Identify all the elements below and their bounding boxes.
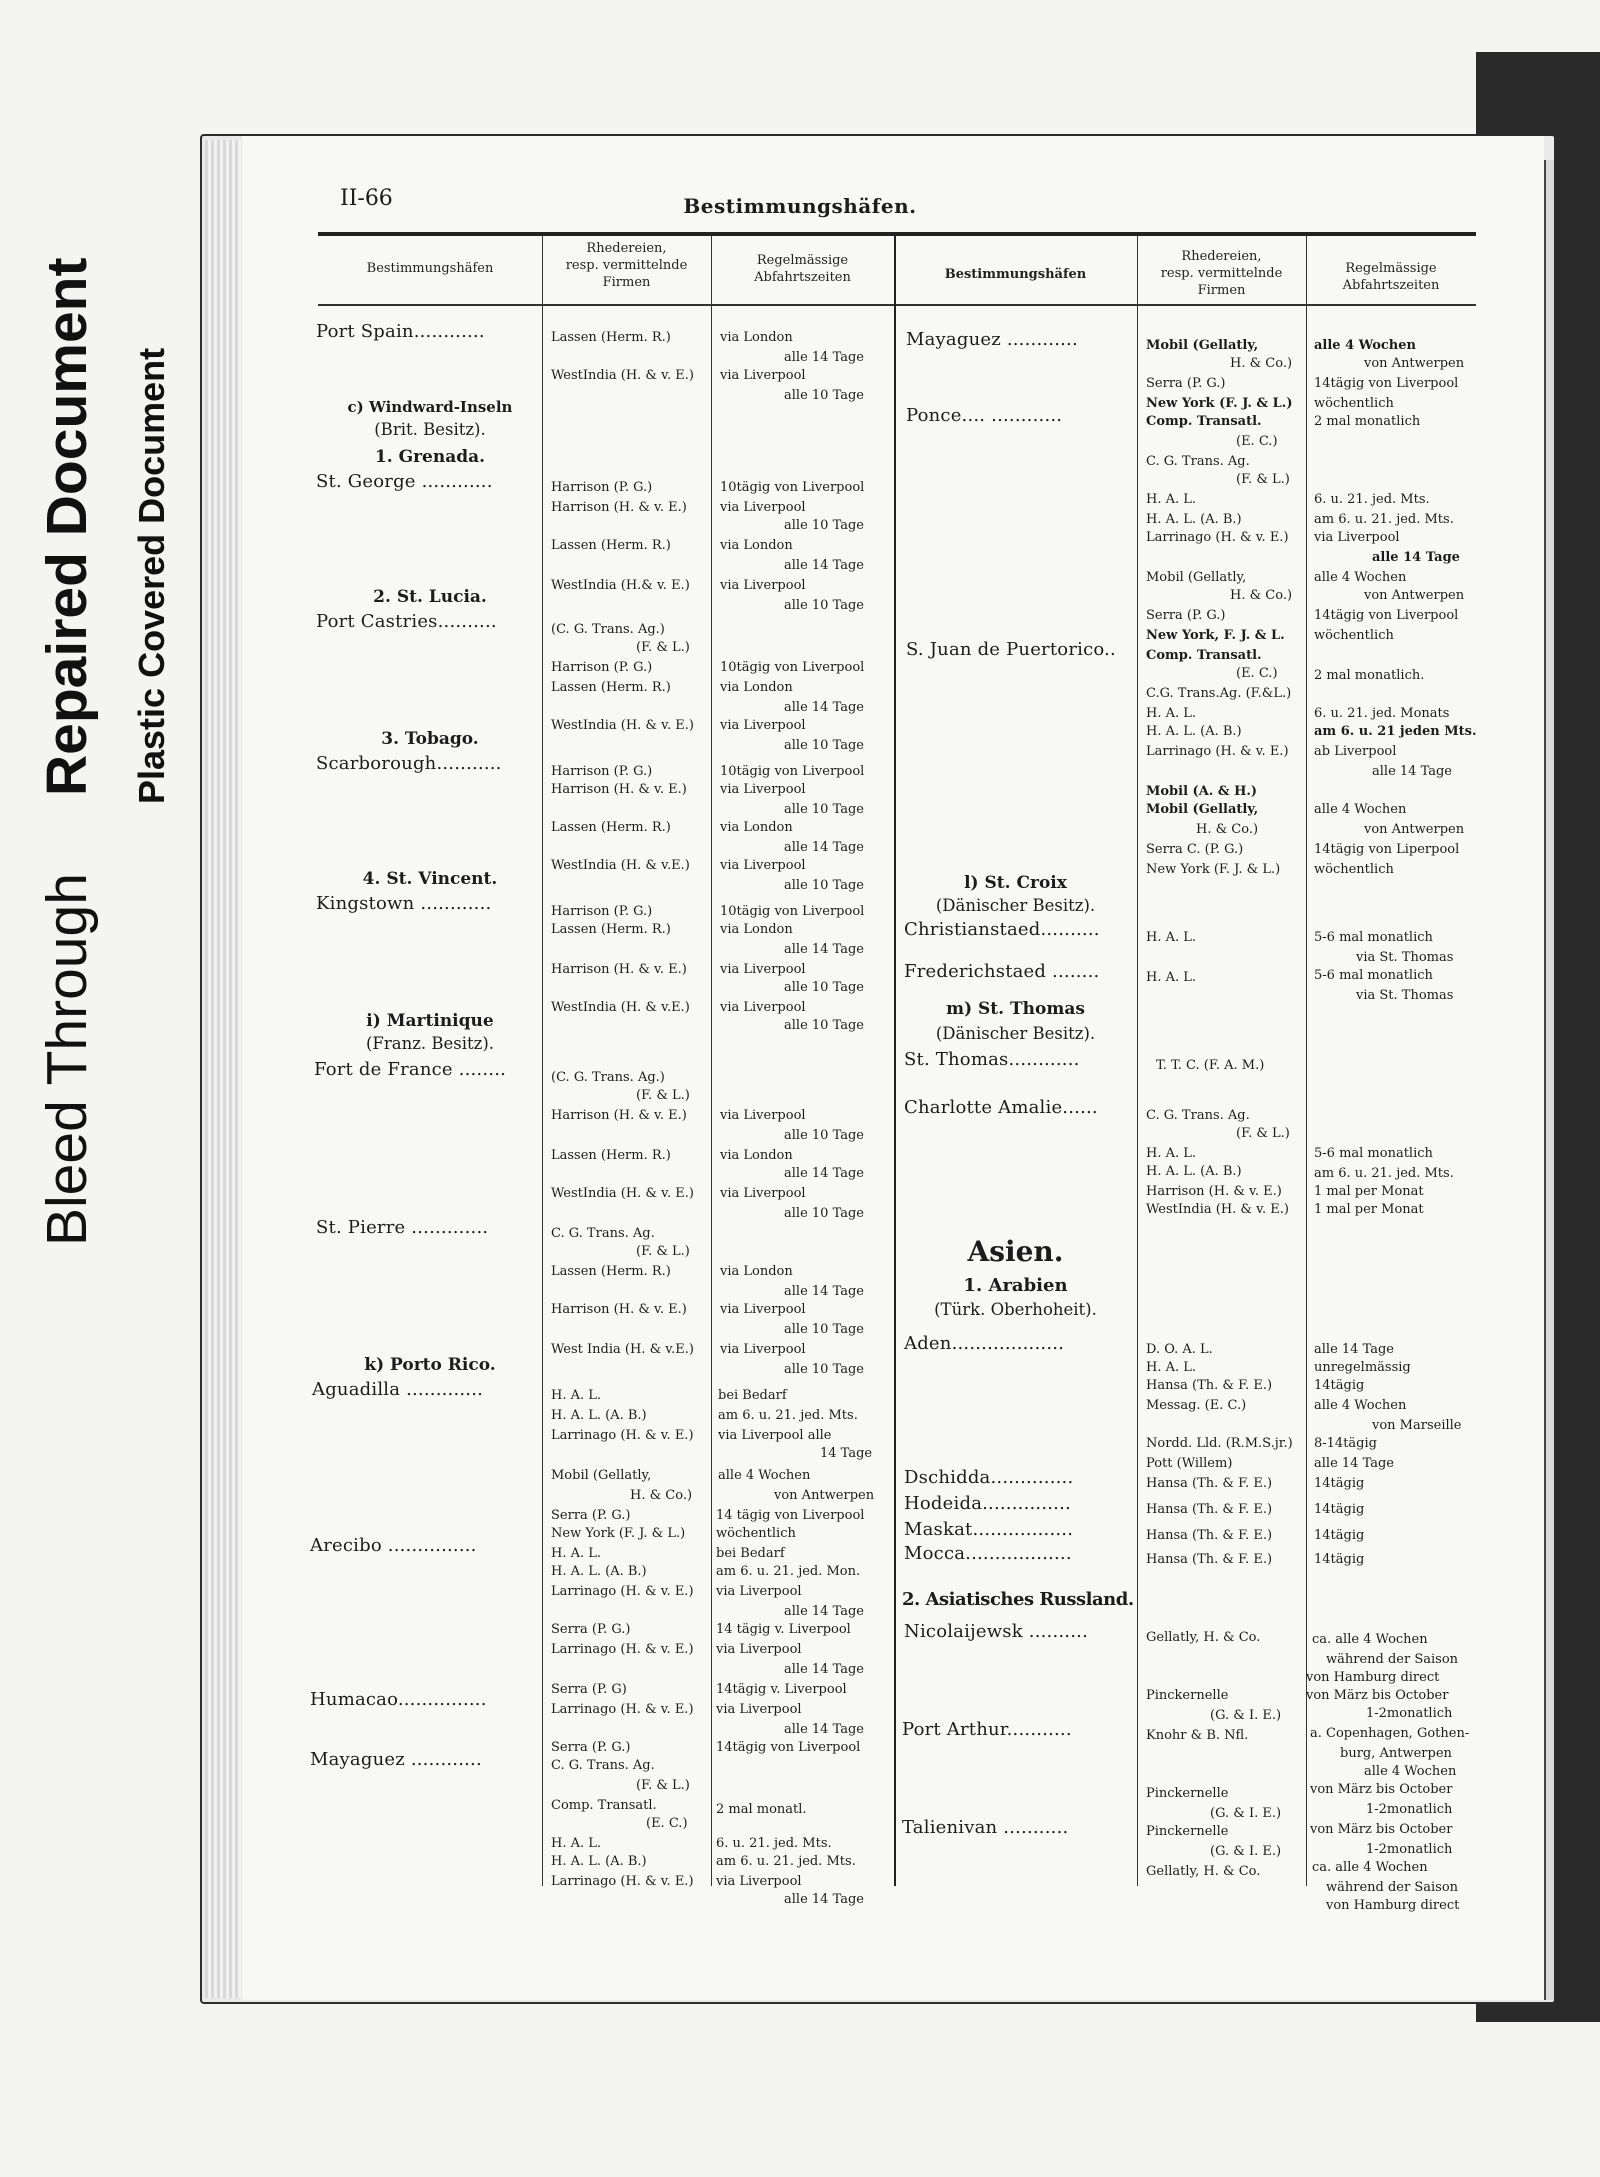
firm-entry: New York (F. J. & L.)	[1146, 396, 1293, 411]
dest-talienivan: Talienivan ...........	[902, 1817, 1069, 1838]
col-head-sched-right: Regelmässige Abfahrtszeiten	[1342, 261, 1440, 293]
dest-st-pierre: St. Pierre .............	[316, 1217, 489, 1238]
schedule-entry: 14tägig von Liverpool	[1314, 376, 1459, 391]
schedule-entry: 14tägig	[1314, 1502, 1365, 1517]
firm-entry: Larrinago (H. & v. E.)	[551, 1874, 694, 1889]
schedule-entry: von Antwerpen	[1364, 356, 1465, 371]
firm-entry: H. A. L.	[1146, 492, 1197, 507]
firm-entry: H. A. L. (A. B.)	[551, 1564, 647, 1579]
schedule-entry: am 6. u. 21. jed. Mts.	[1314, 1166, 1454, 1181]
firm-entry: WestIndia (H. & v.E.)	[551, 1000, 690, 1015]
schedule-entry: von März bis October	[1306, 1688, 1449, 1703]
schedule-entry: alle 14 Tage	[1314, 1456, 1394, 1471]
schedule-entry: 14tägig	[1314, 1378, 1365, 1393]
firm-entry: Lassen (Herm. R.)	[551, 922, 671, 937]
firm-entry: H. A. L.	[1146, 970, 1197, 985]
firm-entry: Hansa (Th. & F. E.)	[1146, 1552, 1273, 1567]
schedule-entry: bei Bedarf	[718, 1388, 787, 1403]
schedule-entry: via Liverpool	[1314, 530, 1400, 545]
firm-entry: (C. G. Trans. Ag.)	[551, 1070, 665, 1085]
schedule-entry: via Liverpool	[716, 1642, 802, 1657]
dest-st-george: St. George ............	[316, 471, 493, 492]
firm-entry: Pinckernelle	[1146, 1688, 1229, 1703]
region-heading: i) Martinique	[366, 1011, 494, 1031]
firm-entry: (G. & I. E.)	[1210, 1806, 1282, 1821]
firm-entry: C. G. Trans. Ag.	[1146, 454, 1250, 469]
next-page-edge	[1544, 160, 1554, 2000]
schedule-entry: alle 10 Tage	[784, 802, 864, 817]
firm-entry: H. & Co.)	[1196, 822, 1259, 837]
dest-dschidda: Dschidda..............	[904, 1467, 1074, 1488]
schedule-entry: am 6. u. 21 jeden Mts.	[1314, 724, 1477, 739]
schedule-entry: 5-6 mal monatlich	[1314, 968, 1433, 983]
schedule-entry: via Liverpool alle	[718, 1428, 832, 1443]
col-head-sched-left: Regelmässige Abfahrtszeiten	[754, 253, 851, 285]
schedule-entry: alle 14 Tage	[784, 1892, 864, 1907]
country-heading: 2. Asiatisches Russland.	[902, 1589, 1134, 1610]
col-divider	[1306, 236, 1307, 1886]
firm-entry: H. & Co.)	[1230, 356, 1293, 371]
schedule-entry: via London	[720, 538, 793, 553]
firm-entry: H. A. L.	[1146, 1360, 1197, 1375]
schedule-entry: alle 10 Tage	[784, 388, 864, 403]
firm-entry: C. G. Trans. Ag.	[1146, 1108, 1250, 1123]
firm-entry: H. A. L.	[551, 1546, 602, 1561]
schedule-entry: 6. u. 21. jed. Mts.	[716, 1836, 832, 1851]
schedule-entry: via Liverpool	[720, 858, 806, 873]
dest-arecibo: Arecibo ...............	[310, 1535, 477, 1556]
page-stack-edge	[205, 140, 241, 1998]
dest-ponce: Ponce.... ............	[906, 405, 1063, 426]
schedule-entry: 1-2monatlich	[1366, 1706, 1453, 1721]
schedule-entry: burg, Antwerpen	[1340, 1746, 1452, 1761]
firm-entry: Harrison (P. G.)	[551, 480, 653, 495]
schedule-entry: bei Bedarf	[716, 1546, 785, 1561]
schedule-entry: alle 10 Tage	[784, 1322, 864, 1337]
firm-entry: Nordd. Lld. (R.M.S.jr.)	[1146, 1436, 1293, 1451]
schedule-entry: von März bis October	[1310, 1782, 1453, 1797]
schedule-entry: am 6. u. 21. jed. Mts.	[718, 1408, 858, 1423]
firm-entry: C. G. Trans. Ag.	[551, 1226, 655, 1241]
schedule-entry: alle 4 Wochen	[1314, 570, 1407, 585]
schedule-entry: 1-2monatlich	[1366, 1802, 1453, 1817]
col-head-dest-left: Bestimmungshäfen	[366, 261, 494, 276]
island-heading: 4. St. Vincent.	[362, 869, 498, 889]
schedule-entry: von Antwerpen	[1364, 822, 1465, 837]
col-divider	[542, 236, 543, 1886]
firm-entry: H. A. L.	[1146, 930, 1197, 945]
firm-entry: H. & Co.)	[1230, 588, 1293, 603]
firm-entry: Larrinago (H. & v. E.)	[1146, 744, 1289, 759]
firm-entry: Lassen (Herm. R.)	[551, 330, 671, 345]
island-heading: 1. Grenada.	[374, 447, 486, 467]
dest-mocca: Mocca..................	[904, 1543, 1072, 1564]
schedule-entry: 14tägig von Liverpool	[716, 1740, 861, 1755]
schedule-entry: alle 14 Tage	[1372, 764, 1452, 779]
schedule-entry: 1 mal per Monat	[1314, 1184, 1424, 1199]
schedule-entry: alle 4 Wochen	[1314, 802, 1407, 817]
dest-humacao: Humacao...............	[310, 1689, 487, 1710]
schedule-entry: via London	[720, 922, 793, 937]
firm-entry: (E. C.)	[1236, 434, 1278, 449]
region-heading: c) Windward-Inseln	[347, 398, 513, 416]
col-divider	[1137, 236, 1138, 1886]
firm-entry: Lassen (Herm. R.)	[551, 680, 671, 695]
firm-entry: Harrison (H. & v. E.)	[1146, 1184, 1282, 1199]
firm-entry: Comp. Transatl.	[1146, 414, 1262, 429]
firm-entry: Lassen (Herm. R.)	[551, 1264, 671, 1279]
firm-entry: (F. & L.)	[636, 1088, 690, 1103]
country-subheading: (Türk. Oberhoheit).	[934, 1300, 1097, 1319]
schedule-entry: via St. Thomas	[1356, 950, 1454, 965]
schedule-entry: 10tägig von Liverpool	[720, 764, 865, 779]
schedule-entry: alle 14 Tage	[784, 1722, 864, 1737]
schedule-entry: alle 14 Tage	[784, 1604, 864, 1619]
dest-scarborough: Scarborough...........	[316, 753, 502, 774]
firm-entry: New York, F. J. & L.	[1146, 628, 1285, 643]
region-subheading: (Brit. Besitz).	[374, 420, 486, 439]
schedule-entry: alle 14 Tage	[784, 840, 864, 855]
firm-entry: WestIndia (H. & v. E.)	[551, 718, 694, 733]
schedule-entry: während der Saison	[1326, 1652, 1459, 1667]
firm-entry: (F. & L.)	[636, 1244, 690, 1259]
firm-entry: (F. & L.)	[636, 1778, 690, 1793]
firm-entry: Larrinago (H. & v. E.)	[1146, 530, 1289, 545]
firm-entry: WestIndia (H. & v. E.)	[1146, 1202, 1289, 1217]
col-divider	[711, 236, 712, 1886]
firm-entry: Knohr & B. Nfl.	[1146, 1728, 1249, 1743]
firm-entry: Harrison (P. G.)	[551, 660, 653, 675]
firm-entry: New York (F. J. & L.)	[1146, 862, 1281, 877]
firm-entry: C. G. Trans. Ag.	[551, 1758, 655, 1773]
firm-entry: Comp. Transatl.	[1146, 648, 1262, 663]
schedule-entry: 10tägig von Liverpool	[720, 480, 865, 495]
schedule-entry: von Antwerpen	[774, 1488, 875, 1503]
schedule-entry: wöchentlich	[1314, 396, 1394, 411]
schedule-entry: via Liverpool	[720, 962, 806, 977]
dest-hodeida: Hodeida...............	[904, 1493, 1071, 1514]
schedule-entry: 14tägig v. Liverpool	[716, 1682, 847, 1697]
firm-entry: WestIndia (H. & v. E.)	[551, 368, 694, 383]
dest-port-castries: Port Castries..........	[316, 611, 497, 632]
firm-entry: (C. G. Trans. Ag.)	[551, 622, 665, 637]
firm-entry: Larrinago (H. & v. E.)	[551, 1702, 694, 1717]
firm-entry: Harrison (H. & v. E.)	[551, 500, 687, 515]
firm-entry: Mobil (Gellatly,	[1146, 338, 1259, 353]
firm-entry: West India (H. & v.E.)	[551, 1342, 694, 1357]
dest-st-thomas: St. Thomas............	[904, 1049, 1080, 1070]
dest-christianstaed: Christianstaed..........	[904, 919, 1100, 940]
firm-entry: H. A. L.	[551, 1388, 602, 1403]
firm-entry: Pinckernelle	[1146, 1824, 1229, 1839]
schedule-entry: 8-14tägig	[1314, 1436, 1377, 1451]
schedule-entry: wöchentlich	[716, 1526, 796, 1541]
firm-entry: Pinckernelle	[1146, 1786, 1229, 1801]
schedule-entry: via Liverpool	[716, 1874, 802, 1889]
schedule-entry: 14 Tage	[820, 1446, 873, 1461]
firm-entry: Larrinago (H. & v. E.)	[551, 1584, 694, 1599]
page-number: II-66	[340, 186, 393, 211]
schedule-entry: 2 mal monatlich.	[1314, 668, 1425, 683]
schedule-entry: alle 10 Tage	[784, 1206, 864, 1221]
schedule-entry: 1 mal per Monat	[1314, 1202, 1424, 1217]
firm-entry: Serra (P. G)	[551, 1682, 627, 1697]
dest-frederichstaed: Frederichstaed ........	[904, 961, 1100, 982]
dest-mayaguez-left: Mayaguez ............	[310, 1749, 482, 1770]
schedule-entry: via Liverpool	[716, 1702, 802, 1717]
schedule-entry: alle 10 Tage	[784, 1018, 864, 1033]
col-head-firm-left: Rhedereien, resp. vermittelnde Firmen	[565, 241, 688, 290]
schedule-entry: 5-6 mal monatlich	[1314, 1146, 1433, 1161]
firm-entry: D. O. A. L.	[1146, 1342, 1213, 1357]
schedule-entry: via London	[720, 820, 793, 835]
firm-entry: H. A. L. (A. B.)	[1146, 1164, 1242, 1179]
schedule-entry: alle 14 Tage	[784, 558, 864, 573]
region-heading: l) St. Croix	[964, 873, 1067, 893]
schedule-entry: via Liverpool	[720, 1342, 806, 1357]
schedule-entry: alle 14 Tage	[1372, 550, 1460, 565]
center-divider	[894, 236, 896, 1886]
schedule-entry: alle 10 Tage	[784, 598, 864, 613]
schedule-entry: 2 mal monatlich	[1314, 414, 1421, 429]
schedule-entry: alle 14 Tage	[784, 942, 864, 957]
continent-heading: Asien.	[967, 1235, 1064, 1268]
firm-entry: Gellatly, H. & Co.	[1146, 1864, 1261, 1879]
firm-entry: WestIndia (H.& v. E.)	[551, 578, 690, 593]
schedule-entry: alle 4 Wochen	[1364, 1764, 1457, 1779]
schedule-entry: von Antwerpen	[1364, 588, 1465, 603]
firm-entry: Harrison (H. & v. E.)	[551, 1108, 687, 1123]
schedule-entry: via London	[720, 1264, 793, 1279]
firm-entry: Harrison (H. & v. E.)	[551, 782, 687, 797]
firm-entry: H. A. L. (A. B.)	[1146, 724, 1242, 739]
schedule-entry: alle 4 Wochen	[718, 1468, 811, 1483]
firm-entry: Serra (P. G.)	[551, 1740, 631, 1755]
schedule-entry: via London	[720, 1148, 793, 1163]
country-heading: 1. Arabien	[963, 1275, 1068, 1296]
dest-aden: Aden...................	[904, 1333, 1065, 1354]
firm-entry: Lassen (Herm. R.)	[551, 1148, 671, 1163]
schedule-entry: via Liverpool	[720, 782, 806, 797]
schedule-entry: ca. alle 4 Wochen	[1312, 1860, 1428, 1875]
firm-entry: Harrison (P. G.)	[551, 904, 653, 919]
firm-entry: Serra (P. G.)	[551, 1622, 631, 1637]
schedule-entry: alle 4 Wochen	[1314, 1398, 1407, 1413]
dest-san-juan: S. Juan de Puertorico..	[906, 639, 1116, 660]
running-head: Bestimmungshäfen.	[683, 194, 917, 218]
repaired-document-label: Repaired Document	[35, 257, 99, 796]
firm-entry: Lassen (Herm. R.)	[551, 820, 671, 835]
schedule-entry: alle 14 Tage	[784, 1284, 864, 1299]
schedule-entry: via Liverpool	[720, 368, 806, 383]
firm-entry: Serra C. (P. G.)	[1146, 842, 1244, 857]
dest-port-spain: Port Spain............	[316, 321, 485, 342]
dest-fort-de-france: Fort de France ........	[314, 1059, 507, 1080]
schedule-entry: 6. u. 21. jed. Monats	[1314, 706, 1450, 721]
schedule-entry: via London	[720, 330, 793, 345]
schedule-entry: 1-2monatlich	[1366, 1842, 1453, 1857]
firm-entry: Mobil (Gellatly,	[551, 1468, 652, 1483]
firm-entry: Harrison (P. G.)	[551, 764, 653, 779]
schedule-entry: 10tägig von Liverpool	[720, 660, 865, 675]
region-subheading: (Dänischer Besitz).	[935, 896, 1096, 915]
schedule-entry: alle 14 Tage	[784, 700, 864, 715]
schedule-entry: via Liverpool	[720, 578, 806, 593]
firm-entry: H. A. L. (A. B.)	[1146, 512, 1242, 527]
schedule-entry: via Liverpool	[720, 500, 806, 515]
schedule-entry: während der Saison	[1326, 1880, 1459, 1895]
firm-entry: Hansa (Th. & F. E.)	[1146, 1476, 1273, 1491]
schedule-entry: 5-6 mal monatlich	[1314, 930, 1433, 945]
schedule-entry: via St. Thomas	[1356, 988, 1454, 1003]
schedule-entry: 14tägig	[1314, 1528, 1365, 1543]
firm-entry: Serra (P. G.)	[1146, 608, 1226, 623]
schedule-entry: 2 mal monatl.	[716, 1802, 807, 1817]
region-heading: m) St. Thomas	[946, 999, 1085, 1019]
firm-entry: Hansa (Th. & F. E.)	[1146, 1502, 1273, 1517]
firm-entry: New York (F. J. & L.)	[551, 1526, 686, 1541]
schedule-entry: alle 14 Tage	[784, 1166, 864, 1181]
firm-entry: T. T. C. (F. A. M.)	[1156, 1058, 1265, 1073]
region-subheading: (Dänischer Besitz).	[935, 1024, 1096, 1043]
schedule-entry: alle 10 Tage	[784, 878, 864, 893]
firm-entry: Hansa (Th. & F. E.)	[1146, 1528, 1273, 1543]
schedule-entry: via Liverpool	[716, 1584, 802, 1599]
firm-entry: Harrison (H. & v. E.)	[551, 962, 687, 977]
schedule-entry: alle 14 Tage	[784, 350, 864, 365]
firm-entry: H. & Co.)	[630, 1488, 693, 1503]
schedule-entry: am 6. u. 21. jed. Mon.	[716, 1564, 861, 1579]
dest-kingstown: Kingstown ............	[316, 893, 492, 914]
firm-entry: (G. & I. E.)	[1210, 1844, 1282, 1859]
firm-entry: H. A. L.	[551, 1836, 602, 1851]
firm-entry: Lassen (Herm. R.)	[551, 538, 671, 553]
firm-entry: H. A. L.	[1146, 706, 1197, 721]
schedule-entry: alle 10 Tage	[784, 1362, 864, 1377]
firm-entry: Mobil (A. & H.)	[1146, 784, 1258, 799]
firm-entry: Pott (Willem)	[1146, 1456, 1233, 1471]
dest-port-arthur: Port Arthur...........	[902, 1719, 1072, 1740]
schedule-entry: a. Copenhagen, Gothen-	[1310, 1726, 1470, 1741]
island-heading: 3. Tobago.	[381, 729, 479, 749]
firm-entry: (E. C.)	[646, 1816, 688, 1831]
firm-entry: (F. & L.)	[1236, 1126, 1290, 1141]
schedule-entry: von März bis October	[1310, 1822, 1453, 1837]
plastic-covered-label: Plastic Covered Document	[131, 347, 172, 804]
top-rule	[318, 232, 1476, 236]
schedule-entry: via Liverpool	[720, 1186, 806, 1201]
schedule-entry: am 6. u. 21. jed. Mts.	[1314, 512, 1454, 527]
schedule-entry: wöchentlich	[1314, 862, 1394, 877]
firm-entry: WestIndia (H. & v. E.)	[551, 1186, 694, 1201]
schedule-entry: 14tägig von Liverpool	[1314, 608, 1459, 623]
firm-entry: (F. & L.)	[636, 640, 690, 655]
firm-entry: (G. & I. E.)	[1210, 1708, 1282, 1723]
island-heading: 2. St. Lucia.	[373, 587, 487, 607]
dest-mayaguez-right: Mayaguez ............	[906, 329, 1078, 350]
schedule-entry: von Hamburg direct	[1306, 1670, 1440, 1685]
schedule-entry: am 6. u. 21. jed. Mts.	[716, 1854, 856, 1869]
schedule-entry: alle 14 Tage	[784, 1662, 864, 1677]
schedule-entry: ca. alle 4 Wochen	[1312, 1632, 1428, 1647]
schedule-entry: alle 10 Tage	[784, 1128, 864, 1143]
schedule-entry: via Liverpool	[720, 718, 806, 733]
schedule-entry: ab Liverpool	[1314, 744, 1397, 759]
dest-maskat: Maskat.................	[904, 1519, 1074, 1540]
firm-entry: Mobil (Gellatly,	[1146, 802, 1259, 817]
schedule-entry: 14 tägig von Liverpool	[716, 1508, 865, 1523]
col-head-firm-right: Rhedereien, resp. vermittelnde Firmen	[1160, 249, 1283, 298]
firm-entry: (F. & L.)	[1236, 472, 1290, 487]
schedule-entry: alle 14 Tage	[1314, 1342, 1394, 1357]
schedule-entry: 6. u. 21. jed. Mts.	[1314, 492, 1430, 507]
schedule-entry: alle 4 Wochen	[1314, 338, 1416, 353]
firm-entry: Larrinago (H. & v. E.)	[551, 1642, 694, 1657]
schedule-entry: via Liverpool	[720, 1000, 806, 1015]
firm-entry: C.G. Trans.Ag. (F.&L.)	[1146, 686, 1292, 701]
schedule-entry: 14tägig	[1314, 1552, 1365, 1567]
schedule-entry: 14tägig von Liperpool	[1314, 842, 1460, 857]
header-rule	[318, 304, 1476, 306]
firm-entry: Serra (P. G.)	[1146, 376, 1226, 391]
firm-entry: H. A. L. (A. B.)	[551, 1408, 647, 1423]
schedule-entry: 10tägig von Liverpool	[720, 904, 865, 919]
schedule-entry: alle 10 Tage	[784, 518, 864, 533]
region-heading: k) Porto Rico.	[364, 1355, 496, 1375]
firm-entry: Mobil (Gellatly,	[1146, 570, 1247, 585]
dest-charlotte-amalie: Charlotte Amalie......	[904, 1097, 1098, 1118]
firm-entry: H. A. L. (A. B.)	[551, 1854, 647, 1869]
region-subheading: (Franz. Besitz).	[365, 1034, 495, 1053]
firm-entry: WestIndia (H. & v.E.)	[551, 858, 690, 873]
schedule-entry: unregelmässig	[1314, 1360, 1411, 1375]
firm-entry: Hansa (Th. & F. E.)	[1146, 1378, 1273, 1393]
firm-entry: Messag. (E. C.)	[1146, 1398, 1247, 1413]
schedule-entry: alle 10 Tage	[784, 980, 864, 995]
dest-aguadilla: Aguadilla .............	[312, 1379, 484, 1400]
schedule-entry: via Liverpool	[720, 1108, 806, 1123]
firm-entry: Larrinago (H. & v. E.)	[551, 1428, 694, 1443]
firm-entry: Comp. Transatl.	[551, 1798, 657, 1813]
firm-entry: (E. C.)	[1236, 666, 1278, 681]
firm-entry: Serra (P. G.)	[551, 1508, 631, 1523]
firm-entry: Harrison (H. & v. E.)	[551, 1302, 687, 1317]
schedule-entry: via London	[720, 680, 793, 695]
schedule-entry: alle 10 Tage	[784, 738, 864, 753]
schedule-entry: via Liverpool	[720, 1302, 806, 1317]
firm-entry: Gellatly, H. & Co.	[1146, 1630, 1261, 1645]
firm-entry: H. A. L.	[1146, 1146, 1197, 1161]
schedule-entry: von Hamburg direct	[1326, 1898, 1460, 1913]
col-head-dest-right: Bestimmungshäfen	[944, 267, 1087, 282]
dest-nicolaijewsk: Nicolaijewsk ..........	[904, 1621, 1088, 1642]
schedule-entry: 14tägig	[1314, 1476, 1365, 1491]
schedule-entry: wöchentlich	[1314, 628, 1394, 643]
schedule-entry: von Marseille	[1372, 1418, 1462, 1433]
schedule-entry: 14 tägig v. Liverpool	[716, 1622, 851, 1637]
